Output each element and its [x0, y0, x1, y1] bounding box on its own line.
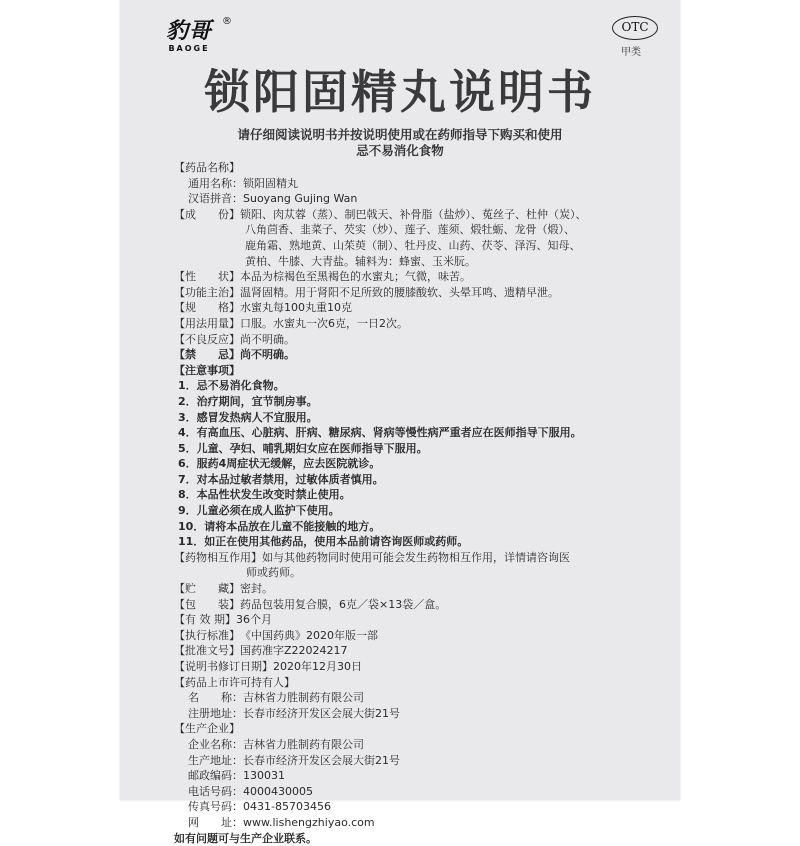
field-value: 如与其他药物同时使用可能会发生药物相互作用，详情请咨询医 — [262, 550, 570, 564]
field-value: 2020年12月30日 — [273, 660, 362, 673]
field-value: 尚不明确。 — [240, 348, 295, 362]
subtitle-line-2: 忌不易消化食物 — [356, 143, 444, 158]
field-label: 电话号码： — [188, 784, 243, 798]
field-label: 名 称： — [188, 691, 243, 705]
field-label: 【批准文号】 — [174, 644, 240, 658]
properties-row — [174, 269, 664, 285]
precaution-item: 9．儿童必须在成人监护下使用。 — [178, 504, 340, 518]
ingredients-line-4: 黄柏、牛膝、大青盐。辅料为：蜂蜜、玉米朊。 — [245, 254, 476, 268]
leaflet-content — [174, 160, 664, 846]
interactions-row — [174, 550, 664, 566]
field-value: 密封。 — [240, 582, 273, 596]
pinyin-row — [174, 191, 664, 207]
precaution-item: 7．对本品过敏者禁用，过敏体质者慎用。 — [178, 472, 384, 486]
brand-logo-en: BAOGE — [168, 44, 210, 53]
approval-row — [174, 643, 664, 659]
specification-row — [174, 300, 664, 316]
precaution-item: 3．感冒发热病人不宜服用。 — [178, 410, 318, 424]
field-label: 生产地址： — [188, 753, 243, 767]
precaution-item: 5．儿童、孕妇、哺乳期妇女应在医师指导下服用。 — [178, 441, 428, 455]
field-label: 通用名称： — [188, 176, 243, 190]
field-label: 【性 状】 — [174, 270, 240, 284]
field-value: 4000430005 — [243, 784, 313, 798]
field-value: 锁阳固精丸 — [243, 176, 298, 190]
precaution-item: 1．忌不易消化食物。 — [178, 379, 285, 393]
brand-logo-cn: 豹哥 — [165, 18, 212, 44]
subtitle — [120, 127, 680, 159]
otc-badge: OTC — [612, 16, 658, 40]
field-value: 温肾固精。用于肾阳不足所致的腰膝酸软、头晕耳鸣、遗精早泄。 — [240, 285, 559, 299]
mah-header — [174, 675, 664, 691]
field-value: Suoyang Gujing Wan — [243, 192, 358, 206]
field-label: 企业名称： — [188, 737, 243, 751]
precaution-item: 4．有高血压、心脏病、肝病、糖尿病、肾病等慢性病严重者应在医师指导下服用。 — [178, 426, 582, 440]
subtitle-line-1: 请仔细阅读说明书并按说明使用或在药师指导下购买和使用 — [237, 127, 563, 142]
field-value: 尚不明确。 — [240, 332, 295, 346]
field-value: 长春市经济开发区会展大街21号 — [243, 753, 400, 767]
field-label: 【禁 忌】 — [174, 348, 240, 362]
dosage-row — [174, 316, 664, 332]
ingredients-line-2: 八角茴香、韭菜子、芡实（炒）、莲子、莲须、煅牡蛎、龙骨（煅）、 — [245, 223, 575, 237]
storage-row — [174, 581, 664, 597]
field-label: 汉语拼音： — [188, 192, 243, 206]
otc-class: 甲类 — [621, 47, 641, 58]
field-value: 36个月 — [236, 613, 272, 627]
field-value: 《中国药典》2020年版一部 — [240, 628, 378, 642]
section-label: 【生产企业】 — [174, 722, 240, 736]
contraindications-row — [174, 347, 664, 363]
section-label: 【药品名称】 — [174, 161, 240, 174]
registered-mark: ® — [222, 16, 232, 27]
manufacturer-header — [174, 721, 664, 737]
website-row — [174, 815, 664, 831]
ingredients-row — [174, 207, 664, 223]
field-value: 130031 — [243, 769, 285, 783]
standard-row — [174, 628, 664, 644]
zip-row — [174, 768, 664, 784]
precaution-item: 2．治疗期间，宜节制房事。 — [178, 394, 318, 408]
field-label: 网 址： — [188, 815, 243, 829]
field-value: 国药准字Z22024217 — [240, 644, 348, 658]
ingredients-line-3: 鹿角霜、熟地黄、山茱萸（制）、牡丹皮、山药、茯苓、泽泻、知母、 — [245, 238, 581, 252]
revision-row — [174, 659, 664, 675]
manufacturer-address-row — [174, 753, 664, 769]
section-drug-name — [174, 160, 664, 176]
field-value: 0431-85703456 — [243, 800, 331, 814]
manufacturer-name-row — [174, 737, 664, 753]
precaution-item: 6．服药4周症状无缓解，应去医院就诊。 — [178, 457, 381, 471]
field-value: 水蜜丸每100丸重10克 — [240, 301, 352, 315]
page-title: 锁阳固精丸说明书 — [204, 65, 596, 119]
field-value: 锁阳、肉苁蓉（蒸）、制巴戟天、补骨脂（盐炒）、菟丝子、杜仲（炭）、 — [240, 207, 587, 221]
field-label: 【不良反应】 — [174, 332, 240, 346]
field-value: 药品包装用复合膜，6克／袋×13袋／盒。 — [240, 597, 447, 611]
field-value: 长春市经济开发区会展大街21号 — [243, 706, 400, 720]
field-label: 传真号码： — [188, 800, 243, 814]
footer-note: 如有问题可与生产企业联系。 — [174, 831, 317, 845]
field-value: 吉林省力胜制药有限公司 — [243, 737, 364, 751]
mah-name-row — [174, 690, 664, 706]
package-row — [174, 597, 664, 613]
fax-row — [174, 799, 664, 815]
section-label: 【药品上市许可持有人】 — [174, 675, 295, 689]
field-value: 本品为棕褐色至黑褐色的水蜜丸；气微，味苦。 — [240, 270, 471, 284]
field-label: 邮政编码： — [188, 769, 243, 783]
field-label: 【用法用量】 — [174, 316, 240, 330]
precaution-item: 11．如正在使用其他药品，使用本品前请咨询医师或药师。 — [178, 535, 469, 549]
field-label: 【药物相互作用】 — [174, 550, 262, 564]
mah-address-row — [174, 706, 664, 722]
field-label: 注册地址： — [188, 706, 243, 720]
adverse-row — [174, 332, 664, 348]
field-value: 吉林省力胜制药有限公司 — [243, 691, 364, 705]
website-link: www.lishengzhiyao.com — [243, 815, 375, 829]
validity-row — [174, 612, 664, 628]
field-label: 【功能主治】 — [174, 285, 240, 299]
precautions-header — [174, 363, 664, 379]
brand-logo — [154, 16, 232, 53]
field-label: 【成 份】 — [174, 207, 240, 221]
generic-name-row — [174, 176, 664, 192]
field-label: 【规 格】 — [174, 301, 240, 315]
field-label: 【包 装】 — [174, 597, 240, 611]
field-label: 【执行标准】 — [174, 628, 240, 642]
interactions-line-2: 师或药师。 — [246, 566, 301, 580]
section-label: 【注意事项】 — [174, 363, 240, 377]
indications-row — [174, 285, 664, 301]
field-label: 【说明书修订日期】 — [174, 660, 273, 673]
precaution-item: 10．请将本品放在儿童不能接触的地方。 — [178, 519, 381, 533]
field-label: 【有 效 期】 — [174, 613, 236, 627]
field-label: 【贮 藏】 — [174, 582, 240, 596]
precaution-item: 8．本品性状发生改变时禁止使用。 — [178, 488, 351, 502]
field-value: 口服。水蜜丸一次6克，一日2次。 — [240, 316, 408, 330]
tel-row — [174, 784, 664, 800]
leaflet-page — [120, 0, 680, 845]
